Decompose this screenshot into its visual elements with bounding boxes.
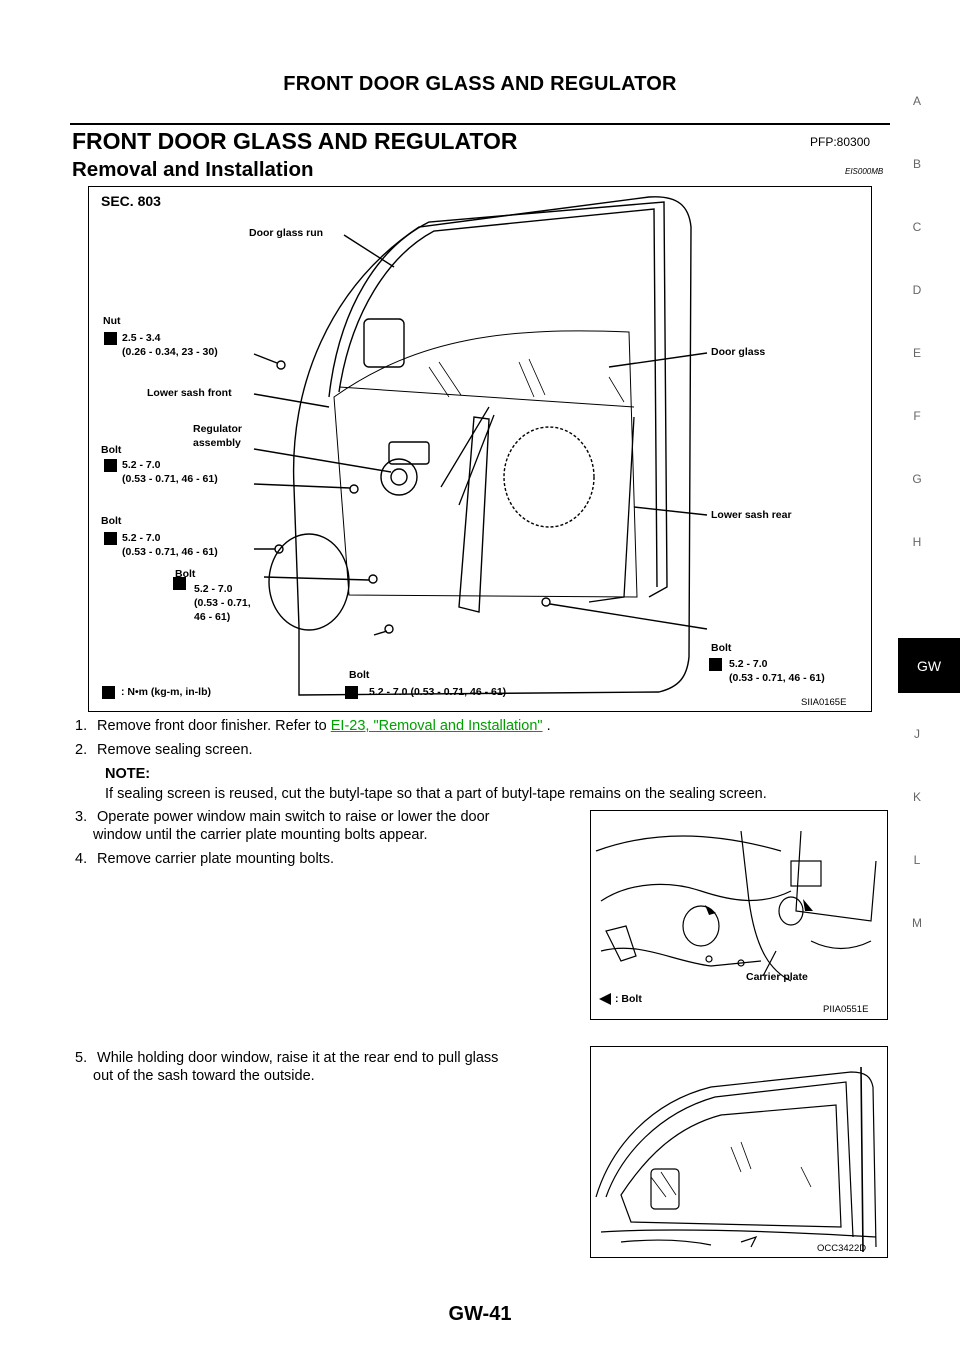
side-tab-c[interactable]: C [912,220,922,234]
side-tab-h[interactable]: H [912,535,922,549]
running-header: FRONT DOOR GLASS AND REGULATOR [283,73,677,95]
pfp-code: PFP:80300 [810,135,871,149]
step-5-text-line1: While holding door window, raise it at the rear end to pull glass [97,1050,499,1066]
regulator-assembly-label-2: assembly [193,437,241,449]
step-5-text-line2: out of the sash toward the outside. [93,1068,315,1084]
carrier-plate-figure [590,810,888,1020]
step-1-text: Remove front door finisher. Refer to [97,718,331,734]
glass-removal-illustration [591,1047,888,1258]
nut-torque: 2.5 - 3.4 [122,332,161,344]
bolt-b-torque: 5.2 - 7.0 [122,532,161,544]
note-label: NOTE: [105,766,151,782]
ei-23-link[interactable]: EI-23, "Removal and Installation" [330,718,543,734]
bolt-d-label: Bolt [349,669,370,681]
note-text: If sealing screen is reused, cut the butyl-tape so that a part of butyl-tape remains on the sealing screen. [105,786,767,802]
bolt-b-label: Bolt [101,515,122,527]
door-glass-label: Door glass [711,346,766,358]
bolt-e-torque: 5.2 - 7.0 [729,658,768,670]
bolt-c-label: Bolt [175,568,196,580]
door-glass-run-label: Door glass run [249,227,324,239]
bolt-b-torque-units: (0.53 - 0.71, 46 - 61) [122,546,218,558]
carrier-plate-label: Carrier plate [746,971,808,983]
side-tab-d[interactable]: D [912,283,922,297]
bolt-d-torque: 5.2 - 7.0 (0.53 - 0.71, 46 - 61) [369,686,507,698]
bolt-c-torque-units-2: 46 - 61) [194,611,231,623]
side-tab-l[interactable]: L [913,853,921,867]
figure-code-siia0165e: SIIA0165E [801,697,847,708]
step-4-text: Remove carrier plate mounting bolts. [97,851,334,867]
bolt-c-torque: 5.2 - 7.0 [194,583,233,595]
step-3-text-line1: Operate power window main switch to raise or lower the door [97,809,490,825]
figure-code-occ3422d: OCC3422D [817,1243,867,1254]
bolt-e-torque-units: (0.53 - 0.71, 46 - 61) [729,672,825,684]
regulator-diagram-figure [88,186,872,712]
header-rule [70,123,890,125]
subsection-code: EIS000MB [845,167,884,176]
step-1-suffix: . [542,718,551,734]
step-2-number: 2. [75,742,88,758]
step-2-text: Remove sealing screen. [97,742,253,758]
glass-removal-figure [590,1046,888,1258]
step-2 [75,741,253,759]
side-tab-j[interactable]: J [914,727,920,741]
nut-label: Nut [103,315,121,327]
side-tab-gw-active[interactable]: GW [898,638,960,693]
lower-sash-rear-label: Lower sash rear [711,509,792,521]
figure-code-piia0551e: PIIA0551E [823,1004,869,1015]
side-tab-e[interactable]: E [912,346,921,360]
step-3-number: 3. [75,809,88,825]
bolt-a-torque-units: (0.53 - 0.71, 46 - 61) [122,473,218,485]
side-tab-b[interactable]: B [912,157,921,171]
side-tab-m[interactable]: M [912,916,922,930]
bolt-a-torque: 5.2 - 7.0 [122,459,161,471]
sec-label: SEC. 803 [101,193,161,209]
step-3-text-line2: window until the carrier plate mounting bolts appear. [93,827,428,843]
step-4 [75,850,334,868]
side-tab-f[interactable]: F [913,409,921,423]
step-4-number: 4. [75,851,88,867]
step-1 [75,717,551,735]
side-tab-g[interactable]: G [912,472,922,486]
side-tab-a[interactable]: A [912,94,921,108]
bolt-legend: : Bolt [615,993,642,1005]
bolt-c-torque-units-1: (0.53 - 0.71, [194,597,251,609]
page-number: GW-41 [448,1303,512,1325]
lower-sash-front-label: Lower sash front [147,387,232,399]
step-1-number: 1. [75,718,88,734]
torque-legend: : N•m (kg-m, in-lb) [121,686,211,698]
step-3 [75,808,580,844]
step-5-number: 5. [75,1050,88,1066]
bolt-e-label: Bolt [711,642,732,654]
bolt-a-label: Bolt [101,444,122,456]
side-tab-k[interactable]: K [912,790,921,804]
regulator-assembly-label-1: Regulator [193,423,243,435]
step-5 [75,1049,580,1085]
nut-torque-units: (0.26 - 0.34, 23 - 30) [122,346,218,358]
subsection-title: Removal and Installation [72,158,314,181]
carrier-plate-illustration [591,811,888,1020]
section-title: FRONT DOOR GLASS AND REGULATOR [72,128,518,154]
